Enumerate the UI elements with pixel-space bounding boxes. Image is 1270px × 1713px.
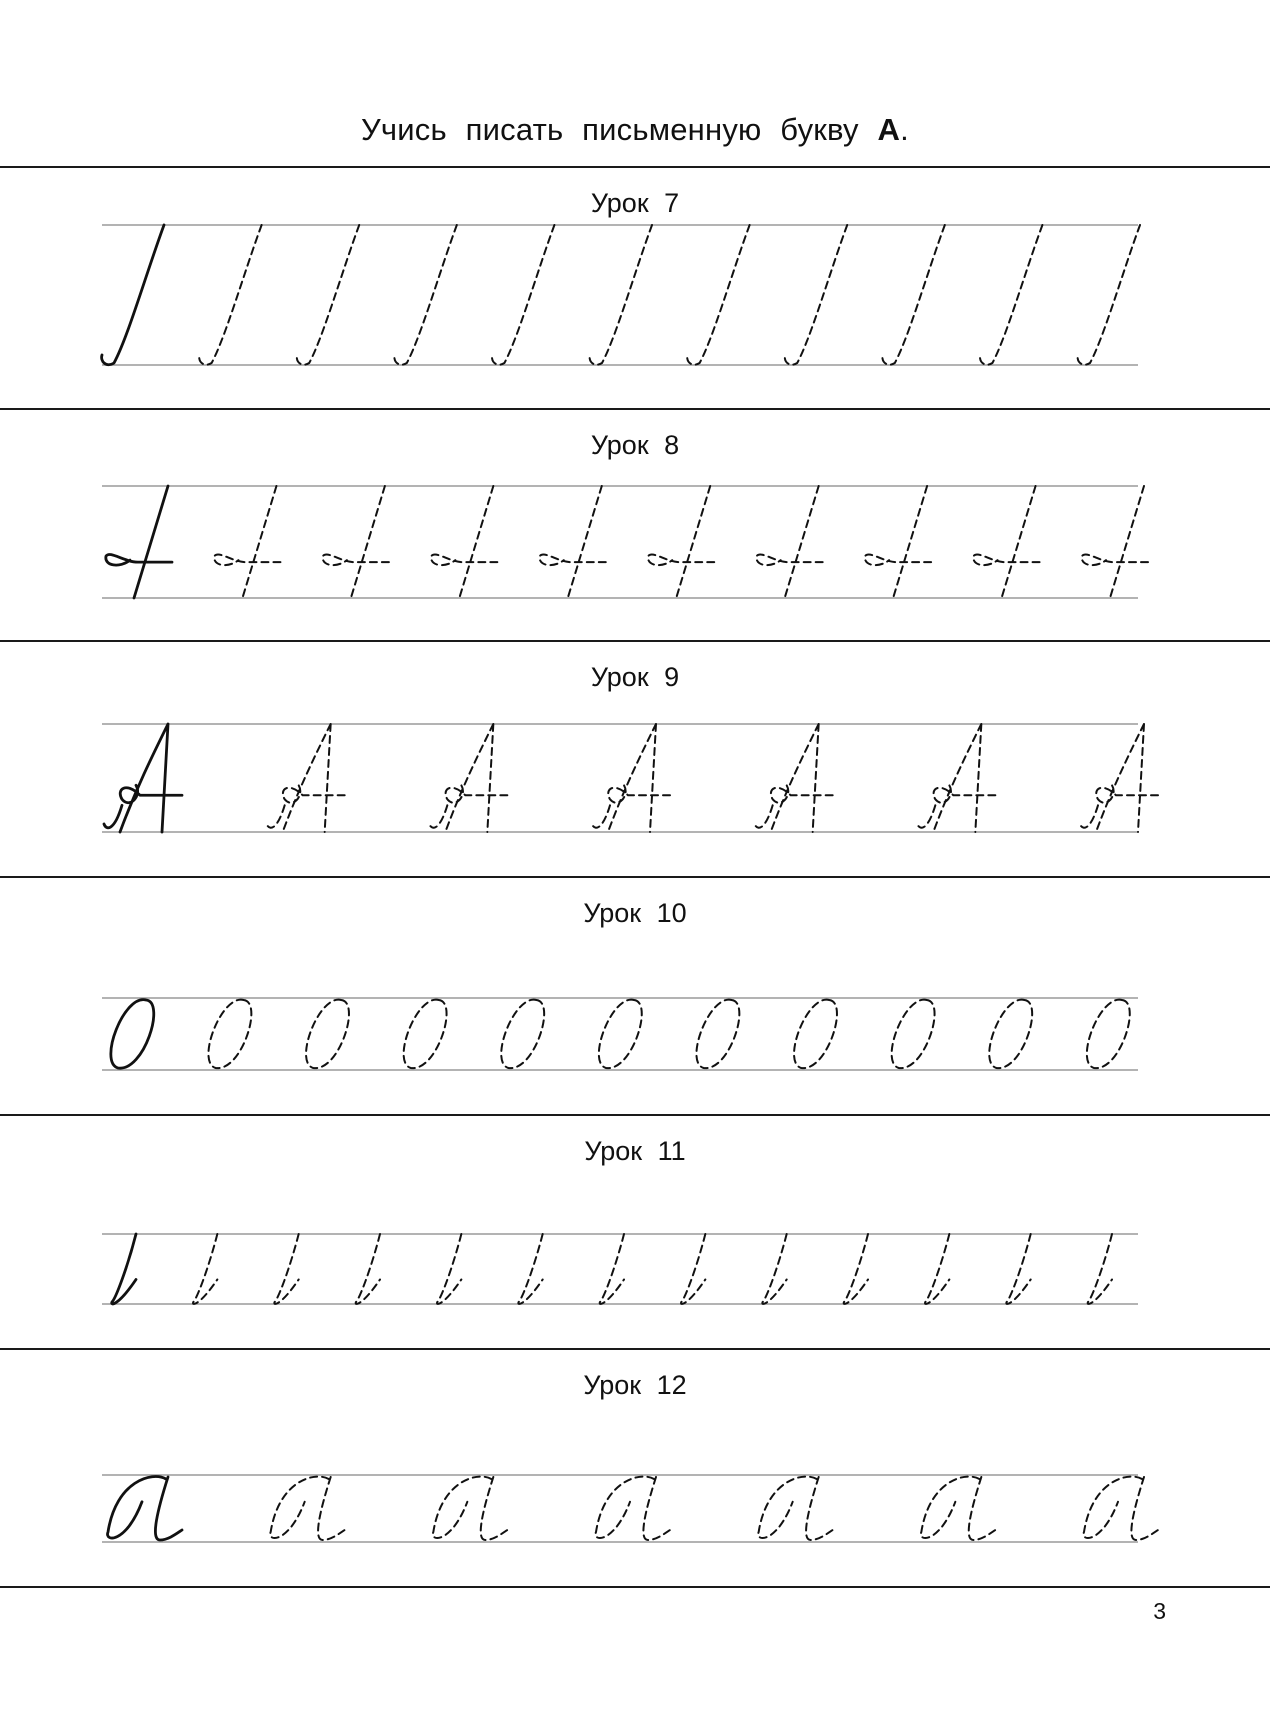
trace-glyph [356,1234,380,1304]
trace-glyph [404,1000,447,1069]
trace-glyph [267,724,345,832]
trace-glyph [1084,1477,1158,1540]
trace-glyph [1078,225,1140,365]
sample-glyph [106,486,172,598]
trace-glyph [785,225,847,365]
page-title-suffix: . [900,112,909,147]
practice-row [0,410,1270,640]
trace-glyph [755,724,833,832]
lesson-7 [0,168,1270,408]
trace-glyph [501,1000,544,1069]
sample-glyph [104,724,182,832]
trace-glyph [1088,1234,1112,1304]
practice-row [0,168,1270,408]
trace-glyph [600,1234,624,1304]
page-title-text: Учись писать письменную букву [361,112,878,147]
trace-glyph [794,1000,837,1069]
lesson-title: Урок 8 [590,430,680,460]
trace-glyph [437,1234,461,1304]
trace-glyph [306,1000,349,1069]
practice-row [0,1350,1270,1586]
sample-glyph [112,1234,136,1304]
lesson-title: Урок 7 [590,188,680,218]
trace-glyph [865,486,931,598]
trace-glyph [596,1477,670,1540]
section-divider [0,1586,1270,1588]
trace-glyph [687,225,749,365]
page-title [0,112,1270,156]
trace-glyph [980,225,1042,365]
trace-glyph [590,225,652,365]
practice-row [0,1116,1270,1348]
lesson-title: Урок 9 [590,662,680,692]
trace-glyph [394,225,456,365]
trace-glyph [323,486,389,598]
sample-glyph [102,225,164,365]
lesson-title: Урок 10 [583,898,687,928]
trace-glyph [208,1000,251,1069]
lesson-title: Урок 12 [583,1370,687,1400]
trace-glyph [599,1000,642,1069]
trace-glyph [1087,1000,1130,1069]
sample-glyph [108,1477,182,1540]
trace-glyph [492,225,554,365]
trace-glyph [925,1234,949,1304]
trace-glyph [989,1000,1032,1069]
lesson-8 [0,410,1270,640]
trace-glyph [681,1234,705,1304]
trace-glyph [540,486,606,598]
trace-glyph [892,1000,935,1069]
trace-glyph [973,486,1039,598]
trace-glyph [758,1477,832,1540]
trace-glyph [274,1234,298,1304]
trace-glyph [1080,724,1158,832]
trace-glyph [882,225,944,365]
trace-glyph [193,1234,217,1304]
trace-glyph [433,1477,507,1540]
page-number: 3 [1153,1598,1166,1624]
trace-glyph [270,1477,344,1540]
trace-glyph [518,1234,542,1304]
trace-glyph [214,486,280,598]
sample-glyph [111,1000,154,1069]
page-title-letter: А [877,112,901,147]
lesson-12 [0,1350,1270,1586]
trace-glyph [199,225,261,365]
trace-glyph [1006,1234,1030,1304]
trace-glyph [762,1234,786,1304]
trace-glyph [756,486,822,598]
trace-glyph [648,486,714,598]
trace-glyph [1082,486,1148,598]
trace-glyph [921,1477,995,1540]
lesson-11 [0,1116,1270,1348]
lesson-title: Урок 11 [584,1136,686,1166]
lesson-10 [0,878,1270,1114]
trace-glyph [429,724,507,832]
trace-glyph [592,724,670,832]
practice-row [0,878,1270,1114]
lesson-9 [0,642,1270,876]
trace-glyph [431,486,497,598]
trace-glyph [844,1234,868,1304]
trace-glyph [917,724,995,832]
trace-glyph [297,225,359,365]
trace-glyph [696,1000,739,1069]
practice-row [0,642,1270,876]
